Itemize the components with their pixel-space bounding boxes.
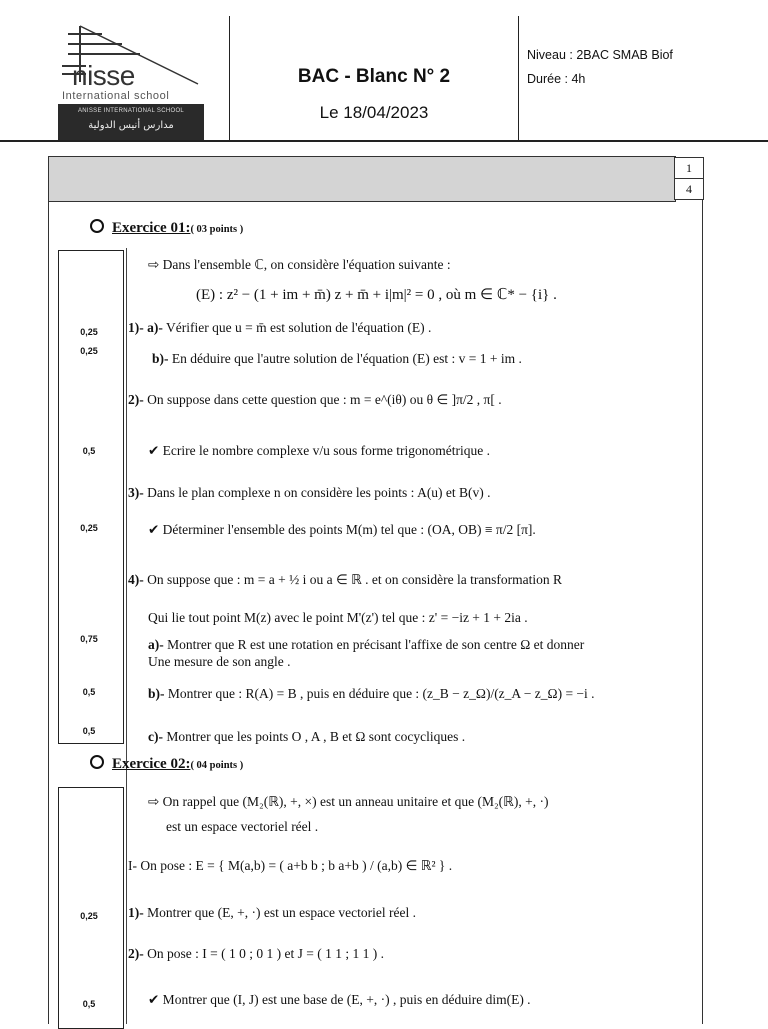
- score-ex1-q3a: 0,25: [80, 523, 98, 533]
- logo-band: [58, 104, 204, 140]
- ex1-q4-rule: Qui lie tout point M(z) avec le point M'(z') tel que : z' = −iz + 1 + 2ia .: [148, 610, 528, 625]
- logo-subtitle: International school: [62, 90, 170, 102]
- ex1-q2a: ✔ Ecrire le nombre complexe v/u sous forme trigonométrique .: [148, 443, 490, 458]
- page-number: 1: [674, 157, 704, 179]
- exercise-1-title: Exercice 01:( 03 points ): [90, 219, 243, 237]
- ex1-q3a: ✔ Déterminer l'ensemble des points M(m) tel que : (OA, OB) ≡ π/2 [π].: [148, 522, 536, 537]
- bullet-circle-icon: [90, 755, 104, 769]
- logo-band-arabic: مدارس أنيس الدولية: [88, 120, 174, 131]
- ex2-intro-cont: est un espace vectoriel réel .: [166, 819, 319, 834]
- score-ex1-q4a: 0,75: [80, 634, 98, 644]
- ex1-q1a: 1)- a)- Vérifier que u = m̄ est solution de l'équation (E) .: [128, 320, 432, 335]
- exam-level: Niveau : 2BAC SMAB Biof: [527, 48, 673, 62]
- logo-word: nisse: [72, 60, 135, 91]
- logo-band-english: ANISSE INTERNATIONAL SCHOOL: [77, 108, 185, 114]
- bullet-circle-icon: [90, 219, 104, 233]
- ex1-q4: 4)- On suppose que : m = a + ½ i ou a ∈ ℝ . et on considère la transformation R: [128, 572, 562, 587]
- exercise-2-title: Exercice 02:( 04 points ): [90, 755, 243, 773]
- score-ex1-q2a: 0,5: [82, 446, 96, 456]
- ex1-q2: 2)- On suppose dans cette question que : m = e^(iθ) ou θ ∈ ]π/2 , π[ .: [128, 392, 502, 407]
- frame-right: [702, 200, 703, 1024]
- exam-title: BAC - Blanc N° 2: [297, 66, 451, 87]
- ex1-q4a: a)- Montrer que R est une rotation en précisant l'affixe de son centre Ω et donner: [148, 637, 585, 652]
- exam-duration: Durée : 4h: [527, 72, 586, 86]
- ex1-equation: (E) : z² − (1 + im + m̄) z + m̄ + i|m|² = 0 , où m ∈ ℂ* − {i} .: [196, 287, 557, 303]
- header-divider-right: [518, 16, 519, 140]
- score-ex1-q4b: 0,5: [82, 687, 96, 697]
- score-column-ex2: [58, 787, 124, 1029]
- score-ex1-q1a: 0,25: [80, 327, 98, 337]
- score-ex2-q2a: 0,5: [82, 999, 96, 1009]
- ex1-q4a-cont: Une mesure de son angle .: [148, 654, 291, 669]
- ex1-q3: 3)- Dans le plan complexe n on considère les points : A(u) et B(v) .: [128, 485, 491, 500]
- score-ex2-q1: 0,25: [80, 911, 98, 921]
- ex1-q1b: b)- En déduire que l'autre solution de l'équation (E) est : v = 1 + im .: [152, 351, 522, 366]
- school-logo: [58, 22, 204, 142]
- ex2-intro: ⇨ On rappel que (M₂(ℝ), +, ×) est un anneau unitaire et que (M₂(ℝ), +, ·): [148, 794, 549, 809]
- ex1-intro: ⇨ Dans l'ensemble ℂ, on considère l'équation suivante :: [148, 257, 451, 272]
- frame-left: [48, 200, 49, 1024]
- score-ex1-q1b: 0,25: [80, 346, 98, 356]
- score-column-divider: [126, 248, 127, 1024]
- score-column-ex1: [58, 250, 124, 744]
- ex2-q2: 2)- On pose : I = ( 1 0 ; 0 1 ) et J = ( 1 1 ; 1 1 ) .: [128, 946, 384, 961]
- ex2-part1: I- On pose : E = { M(a,b) = ( a+b b ; b a+b ) / (a,b) ∈ ℝ² } .: [128, 858, 453, 873]
- ex2-q2a: ✔ Montrer que (I, J) est une base de (E, +, ·) , puis en déduire dim(E) .: [148, 992, 531, 1007]
- ex1-q4c: c)- Montrer que les points O , A , B et Ω sont cocycliques .: [148, 729, 466, 744]
- ex2-q1: 1)- Montrer que (E, +, ·) est un espace vectoriel réel .: [128, 905, 416, 920]
- exam-date: Le 18/04/2023: [319, 103, 429, 122]
- page-header-band: [48, 156, 676, 202]
- ex1-q4b: b)- Montrer que : R(A) = B , puis en déduire que : (z_B − z_Ω)/(z_A − z_Ω) = −i .: [148, 686, 595, 701]
- page-total: 4: [674, 178, 704, 200]
- score-ex1-q4c: 0,5: [82, 726, 96, 736]
